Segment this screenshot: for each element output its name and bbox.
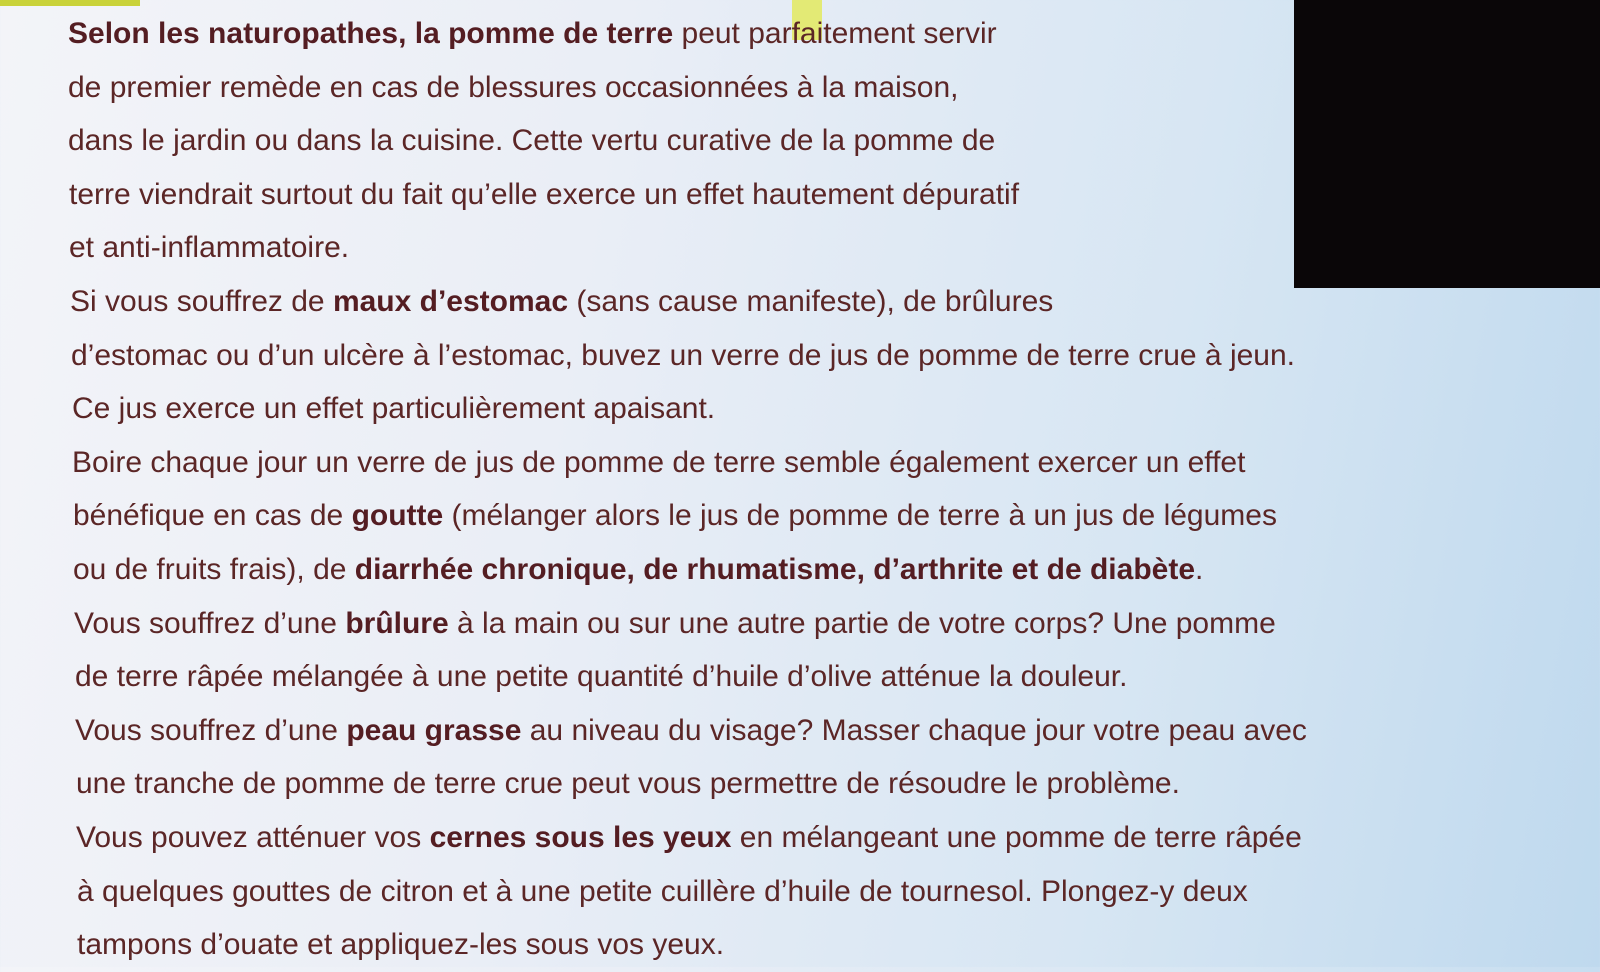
- text-line: [68, 650, 1568, 704]
- text-run: Ce jus exerce un effet particulièrement apaisant.: [72, 392, 716, 426]
- text-run: de terre râpée mélangée à une petite quantité d’huile d’olive atténue la douleur.: [75, 660, 1128, 694]
- text-run: Vous pouvez atténuer vos: [76, 820, 430, 854]
- text-run: bénéfique en cas de: [73, 499, 352, 533]
- emphasized-text: cernes sous les yeux: [429, 820, 732, 854]
- emphasized-text: Selon les naturopathes, la pomme de terre: [68, 17, 674, 50]
- text-run: dans le jardin ou dans la cuisine. Cette vertu curative de la pomme de: [68, 124, 996, 158]
- text-run: (mélanger alors le jus de pomme de terre à un jus de légumes: [443, 499, 1277, 533]
- text-run: Boire chaque jour un verre de jus de pomme de terre semble également exercer un effet: [72, 445, 1246, 479]
- text-run: Vous souffrez d’une: [75, 713, 347, 747]
- text-run: à la main ou sur une autre partie de votre corps? Une pomme: [448, 606, 1276, 640]
- text-line: [68, 865, 1568, 919]
- text-run: .: [1195, 552, 1204, 586]
- text-line: [68, 275, 1568, 329]
- accent-mark: [0, 0, 140, 6]
- text-run: une tranche de pomme de terre crue peut vous permettre de résoudre le problème.: [76, 767, 1180, 801]
- text-run: tampons d’ouate et appliquez-les sous vos yeux.: [77, 928, 725, 962]
- text-line: [68, 329, 1568, 383]
- text-line: [68, 543, 1568, 597]
- text-line: [68, 704, 1568, 758]
- text-line: [68, 114, 1568, 168]
- text-line: [68, 7, 1568, 61]
- text-run: à quelques gouttes de citron et à une petite cuillère d’huile de tournesol. Plongez-y deux: [77, 874, 1248, 908]
- text-line: [68, 382, 1568, 436]
- text-run: ou de fruits frais), de: [73, 552, 355, 586]
- emphasized-text: maux d’estomac: [332, 284, 569, 318]
- text-run: de premier remède en cas de blessures occasionnées à la maison,: [68, 70, 959, 104]
- emphasized-text: goutte: [351, 499, 444, 533]
- text-run: en mélangeant une pomme de terre râpée: [731, 820, 1302, 854]
- text-run: (sans cause manifeste), de brûlures: [568, 284, 1054, 318]
- text-run: au niveau du visage? Masser chaque jour votre peau avec: [521, 713, 1307, 747]
- article-text: [68, 7, 1568, 972]
- text-run: Vous souffrez d’une: [74, 606, 346, 640]
- text-run: terre viendrait surtout du fait qu’elle exerce un effet hautement dépuratif: [69, 177, 1020, 211]
- text-line: [68, 436, 1568, 490]
- text-run: peut parfaitement servir: [673, 17, 997, 50]
- text-line: [68, 61, 1568, 115]
- text-line: [68, 597, 1568, 651]
- emphasized-text: diarrhée chronique, de rhumatisme, d’arthrite et de diabète: [354, 552, 1196, 586]
- text-line: [68, 918, 1568, 972]
- emphasized-text: brûlure: [345, 606, 449, 640]
- text-line: [68, 168, 1568, 222]
- text-line: [68, 221, 1568, 275]
- text-line: [68, 811, 1568, 865]
- text-line: [68, 489, 1568, 543]
- text-run: d’estomac ou d’un ulcère à l’estomac, buvez un verre de jus de pomme de terre crue à jeun.: [71, 338, 1295, 372]
- text-line: [68, 757, 1568, 811]
- text-run: Si vous souffrez de: [70, 284, 333, 318]
- text-run: et anti-inflammatoire.: [69, 231, 350, 265]
- emphasized-text: peau grasse: [346, 713, 522, 747]
